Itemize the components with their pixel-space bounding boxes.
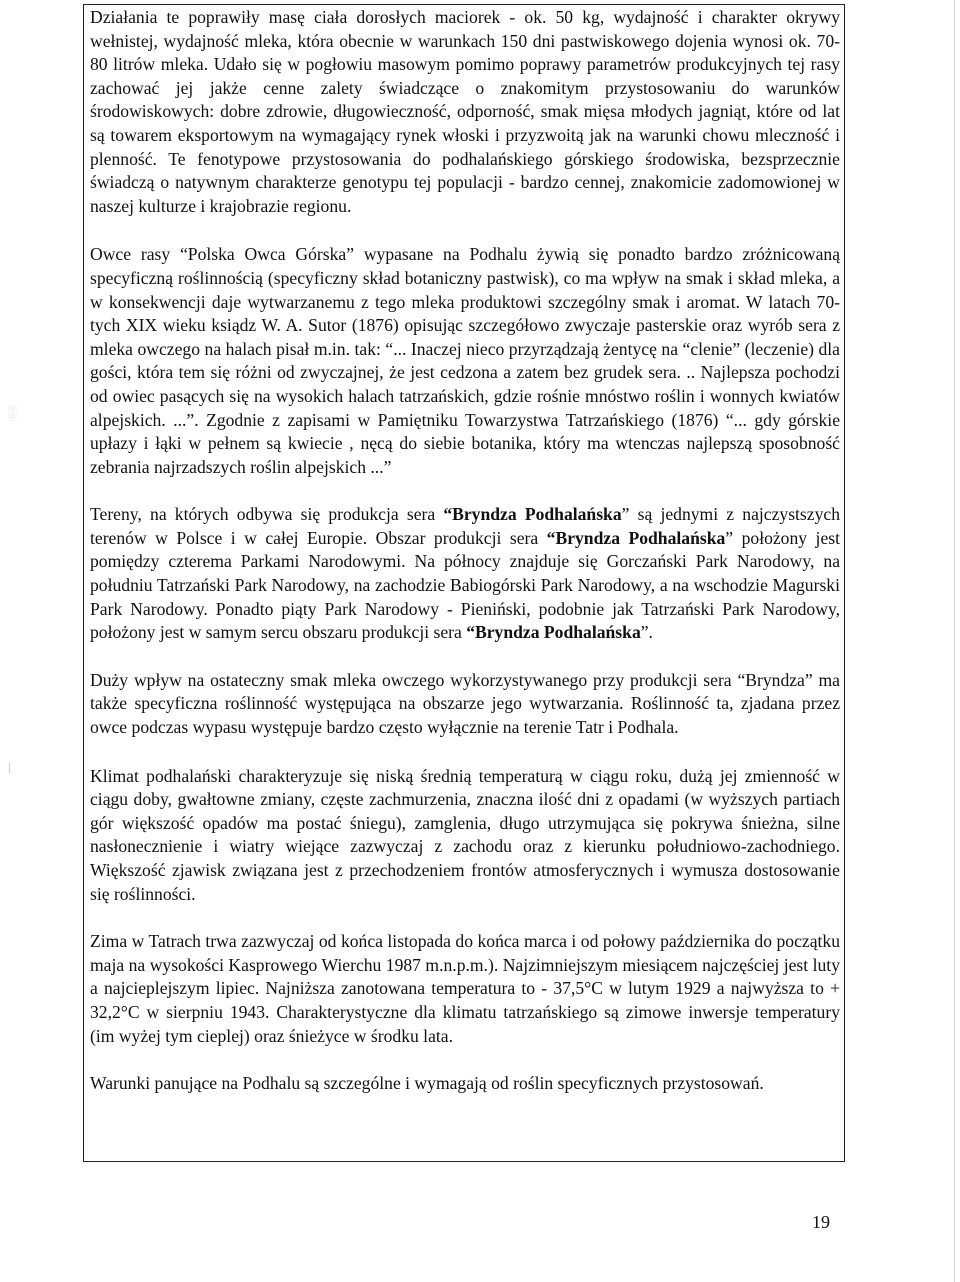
product-name: Bryndza Podhalańska	[452, 504, 622, 525]
paragraph-4	[90, 669, 840, 740]
paragraph-text: Warunki panujące na Podhalu są szczególne i wymagają od roślin specyficznych przystosowań.	[90, 1073, 764, 1094]
paragraph-3	[90, 503, 840, 645]
paragraph-1	[90, 6, 840, 218]
bold-open-quote: “	[546, 527, 556, 548]
paragraph-text: ”.	[640, 622, 653, 643]
paragraph-2	[90, 243, 840, 479]
product-name: Bryndza Podhalańska	[475, 622, 641, 643]
paragraph-text: Zima w Tatrach trwa zazwyczaj od końca listopada do końca marca i od połowy października do początku maja na wysokości Kasprowego Wierchu 1987 m.n.p.m.). Najzimniejszym miesiącem najczęściej jest luty a najcieplejszym lipiec. Najniższa zanotowana temperatura to - 37,5°C w lutym 1929 a najwyższa to + 32,2°C w sierpniu 1943. Charakterystyczne dla klimatu tatrzańskiego są zimowe inwersje temperatury (im wyżej tym cieplej) oraz śnieżyce w środku lata.	[90, 931, 840, 1046]
paragraph-text: ” są jednymi z najczystszych terenów w Polsce i w całej Europie. Obszar produkcji sera	[90, 504, 840, 548]
scan-edge	[954, 0, 955, 1282]
scan-artifact: [	[8, 760, 12, 774]
paragraph-6	[90, 930, 840, 1048]
document-body	[90, 6, 840, 1096]
paragraph-text: Duży wpływ na ostateczny smak mleka owczego wykorzystywanego przy produkcji sera “Bryndza” ma także specyficzna roślinność występująca na obszarze jego wytwarzania. Roślinność ta, zjadana przez owce podczas wypasu występuje bardzo często wyłącznie na terenie Tatr i Podhala.	[90, 669, 840, 738]
paragraph-text: Działania te poprawiły masę ciała dorosłych maciorek - ok. 50 kg, wydajność i charakter okrywy wełnistej, wydajność mleka, która obecnie w warunkach 150 dni pastwiskowego dojenia wynosi ok. 70-80 litrów mleka. Udało się w pogłowiu masowym pomimo poprawy parametrów produkcyjnych tej rasy zachować jej jakże cenne zalety świadczące o znakomitym przystosowaniu do warunków środowiskowych: dobre zdrowie, długowieczność, odporność, smak mięsa młodych jagniąt, które od lat są towarem eksportowym na wymagający rynek włoski i przyzwoitą jak na warunki chowu mleczność i plenność. Te fenotypowe przystosowania do podhalańskiego górskiego środowiska, bezsprzecznie świadczą o natywnym charakterze genotypu tej populacji - bardzo cennej, znakomicie zadomowionej w naszej kulturze i krajobrazie regionu.	[90, 7, 840, 216]
paragraph-text: Owce rasy “Polska Owca Górska” wypasane na Podhalu żywią się ponadto bardzo zróżnicowaną specyficzną roślinnością (specyficzny skład botaniczny pastwisk), co ma wpływ na smak i skład mleka, a w konsekwencji daje wytwarzanemu z tego mleka produktowi szczególny smak i aromat. W latach 70-tych XIX wieku ksiądz W. A. Sutor (1876) opisując szczegółowo zwyczaje pasterskie oraz wyrób sera z mleka owczego na halach pisał m.in. tak: “... Inaczej nieco przyrządzają żentycę na “clenie” (leczenie) dla gości, która tem się różni od zwyczajnej, że jest cedzona a zatem bez grudek sera. .. Najlepsza pochodzi od owiec pasących się na wysokich halach tatrzańskich, gdzie rośnie mnóstwo roślin i wonnych kwiatów alpejskich. ...”. Zgodnie z zapisami w Pamiętniku Towarzystwa Tatrzańskiego (1876) “... gdy górskie upłazy i łąki w pełnem są kwiecie , nęcą do siebie botanika, który ma wtenczas najlepszą sposobność zebrania najrzadszych roślin alpejskich ...”	[90, 244, 840, 477]
paragraph-7	[90, 1072, 840, 1096]
paragraph-text: ” położony jest pomiędzy czterema Parkami Narodowymi. Na północy znajduje się Gorczański Park Narodowy, na południu Tatrzański Park Narodowy, na zachodzie Babiogórski Park Narodowy, a na wschodzie Magurski Park Narodowy. Ponadto piąty Park Narodowy - Pieniński, podobnie jak Tatrzański Park Narodowy, położony jest w samym sercu obszaru produkcji sera	[90, 527, 840, 643]
scan-artifact: ░	[8, 405, 17, 419]
paragraph-5	[90, 765, 840, 907]
bold-open-quote: “	[466, 622, 476, 643]
page-number: 19	[812, 1212, 830, 1232]
bold-open-quote: “	[443, 504, 453, 525]
paragraph-text: Tereny, na których odbywa się produkcja sera	[90, 504, 444, 525]
product-name: Bryndza Podhalańska	[555, 527, 726, 548]
paragraph-text: Klimat podhalański charakteryzuje się niską średnią temperaturą w ciągu roku, dużą jej zmienność w ciągu doby, gwałtowne zmiany, częste zachmurzenia, znaczna ilość dni z opadami (w wyższych partiach gór większość opadów ma postać śniegu), zamglenia, długo utrzymująca się pokrywa śnieżna, silne nasłonecznienie i wiatry wiejące zazwyczaj z zachodu oraz z kierunku południowo-zachodniego. Większość zjawisk związana jest z przechodzeniem frontów atmosferycznych i wymusza dostosowanie się roślinności.	[90, 765, 840, 904]
